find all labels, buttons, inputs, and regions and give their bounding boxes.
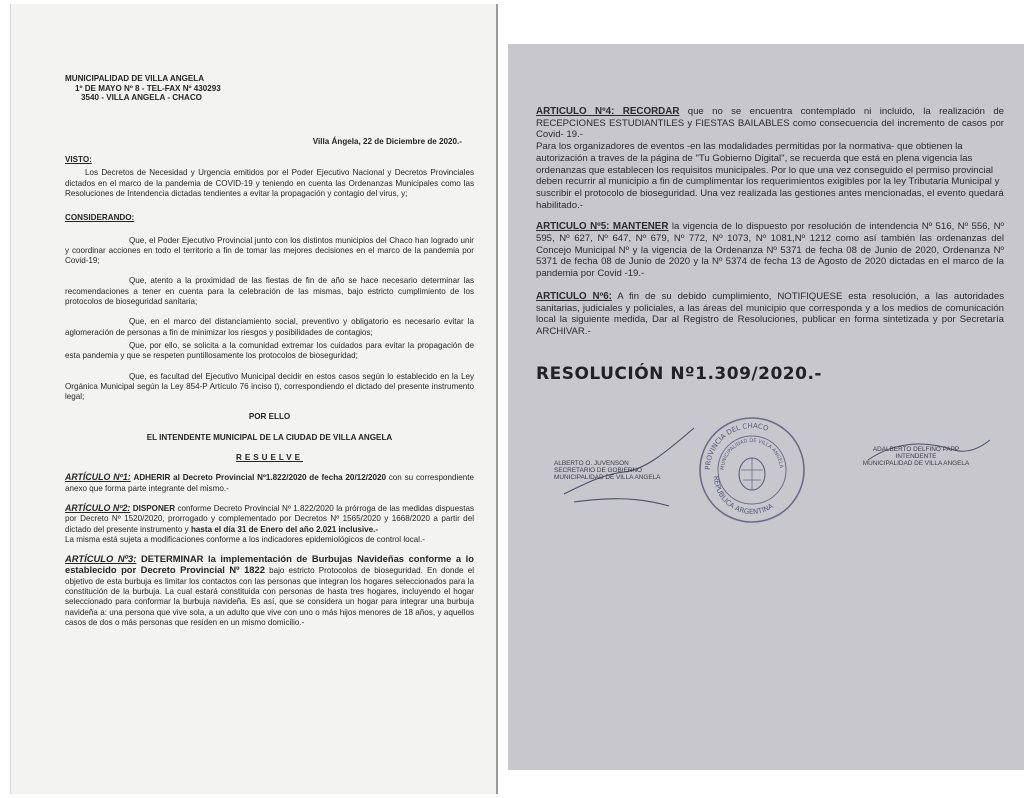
- right-document-page: [508, 44, 1024, 770]
- article-1-text: con su correspondiente anexo que forma parte integrante del mismo.-: [65, 473, 474, 493]
- considerando-heading: CONSIDERANDO:: [65, 213, 135, 223]
- seal-outer-text: PROVINCIA DEL CHACO: [703, 421, 770, 471]
- por-ello-heading: POR ELLO: [248, 412, 291, 422]
- article-3: [65, 554, 474, 628]
- article-5: [536, 221, 1004, 280]
- header-line-2: 1º DE MAYO Nº 8 - TEL-FAX Nº 430293: [75, 83, 221, 93]
- right-signer-org: MUNICIPALIDAD DE VILLA ANGELA: [862, 460, 970, 467]
- resolution-number: RESOLUCIÓN Nº1.309/2020.-: [536, 363, 822, 384]
- article-4-label: ARTICULO Nº4: RECORDAR: [536, 106, 680, 117]
- article-6-text: A fin de su debido cumplimiento, NOTIFIQUESE esta resolución, a las autoridades sanitarias, judiciales y policiales, a las áreas del municipio que corresponda y a los medios de comunicación local la siguiente medida, Dar al Registro de Resoluciones, publicar en forma sintetizada y por Secretaría ARCHIVAR.-: [536, 290, 1004, 337]
- left-signer-name: ALBERTO O. JUVENSON: [554, 460, 629, 467]
- seal-bottom-text: REPUBLICA ARGENTINA: [711, 475, 775, 517]
- right-signer-name: ADALBERTO DELFINO PAPP: [872, 446, 960, 453]
- article-1-label: ARTÍCULO Nº1:: [65, 472, 131, 483]
- article-5-label: ARTICULO Nº5: MANTENER: [536, 221, 669, 233]
- article-2-text: conforme Decreto Provincial Nº 1.822/2020 la prórroga de las medidas dispuestas por Decreto Nº 1520/2020, prorrogado y complementado por Decretos Nº 1565/2020 y 1668/2020 a partir del dictado del presente instrumento y: [65, 503, 474, 534]
- considerando-paragraph-4: Que, por ello, se solicita a la comunidad extremar los cuidados para evitar la propagación de esta pandemia y que se respeten puntillosamente los protocolos de bioseguridad;: [65, 340, 474, 361]
- article-2-bold: DISPONER: [130, 503, 176, 513]
- municipality-header: [65, 74, 474, 103]
- article-4: [536, 106, 1004, 141]
- article-2-deadline: hasta el día 31 de Enero del año 2.021 inclusive.-: [190, 524, 379, 534]
- article-5-text: la vigencia de lo dispuesto por resolución de intendencia Nº 516, Nº 556, Nº 595, Nº 627, Nº 647, Nº 679, Nº 772, Nº 1073, Nº 1081,Nº 1212 como así también las ordenanzas del Concejo Municipal Nº y la vigencia de la Ordenanza Nº 5371 de fecha 08 de Junio de 2020, Ordenanza Nº 5371 de fecha 08 de Junio de 2020 y la Nº 5374 de fecha 13 de Agosto de 2020 dictadas en el marco de la pandemia por Covid -19.-: [536, 221, 1004, 280]
- visto-heading: VISTO:: [65, 155, 92, 165]
- visto-paragraph: Los Decretos de Necesidad y Urgencia emitidos por el Poder Ejecutivo Nacional y Decretos Provinciales dictados en el marco de la pandemia de COVID-19 y teniendo en cuenta las Ordenanzas Municipales como las Resoluciones de Intendencia dictadas tendientes a evitar la propagación y contagio del virus, y;: [65, 168, 474, 198]
- left-signer-org: MUNICIPALIDAD DE VILLA ANGELA: [554, 474, 661, 481]
- article-4-paragraph-2: Para los organizadores de eventos -en las modalidades permitidas por la normativa- que obtienen la autorización a traves de la página de "Tu Gobierno Digital", se recuerda que está en plena vigencia las ordenanzas que establecen los requisitos municipales. Por lo que una vez conseguido el permiso provincial deben recurrir al municipio a fin de cumplimentar los requerimientos exigibles por la ley Tributaria Municipal y suscribir el protocolo de bioseguridad. Una vez realizada las gestiones antes mencionadas, el evento quedará habilitado.-: [536, 141, 1004, 211]
- article-2-label: ARTÍCULO Nº2:: [65, 502, 131, 513]
- article-6-label: ARTICULO Nº6:: [536, 290, 612, 302]
- left-document-page: [10, 4, 498, 794]
- article-3-label: ARTÍCULO Nº3:: [65, 553, 137, 565]
- intendente-heading: EL INTENDENTE MUNICIPAL DE LA CIUDAD DE VILLA ANGELA: [146, 432, 393, 442]
- right-signature-block: [856, 446, 976, 467]
- header-line-1: MUNICIPALIDAD DE VILLA ANGELA: [65, 74, 205, 83]
- considerando-paragraph-2: Que, atento a la proximidad de las fiestas de fin de año se hace necesario determinar las recomendaciones a tener en cuenta para la celebración de las mismas, bajo estricto cumplimiento de los protocolos de bioseguridad sanitaria;: [65, 276, 474, 307]
- article-3-bold: DETERMINAR la implementación de Burbujas Navideñas conforme a lo establecido por Decreto Provincial Nº 1822: [65, 553, 474, 576]
- left-signer-title: SECRETARIO DE GOBIERNO: [554, 467, 642, 474]
- considerando-paragraph-5: Que, es facultad del Ejecutivo Municipal decidir en estos casos según lo establecido en la Ley Orgánica Municipal según la Ley 854-P Artículo 76 inciso t), correspondiendo el dictado del presente instrumento legal;: [65, 371, 474, 402]
- seal-inner-text: MUNICIPALIDAD DE VILLA ANGELA: [719, 437, 784, 471]
- considerando-paragraph-1: Que, el Poder Ejecutivo Provincial junto con los distintos municipios del Chaco han logrado unir y coordinar acciones en todo el territorio a fin de tomar las mejores decisiones en el marco de la pandemia por Covid-19;: [65, 235, 474, 266]
- article-1: [65, 472, 474, 494]
- left-signature-block: [554, 460, 664, 481]
- article-3-text: bajo estricto Protocolos de bioseguridad. En donde el objetivo de esta burbuja es limitar los contactos con las personas que integran los hogares seleccionados para la constitución de la burbuja. La cual estará constituida con personas de hasta tres hogares, incluyendo el hogar seleccionado para conformar la burbuja navideña. Es así, que se considera un hogar para integrar una burbuja navideña a: una persona que vive sola, a un adulto que vive con uno o más hijos menores de 18 años, y aquellos casos de dos o más personas que residen en un mismo domicilio.-: [65, 566, 474, 627]
- resuelve-heading: RESUELVE: [235, 453, 304, 463]
- document-date: Villa Ángela, 22 de Diciembre de 2020.-: [312, 136, 462, 146]
- header-line-3: 3540 - VILLA ANGELA - CHACO: [81, 93, 202, 103]
- considerando-paragraph-3: Que, en el marco del distanciamiento social, preventivo y obligatorio es necesario evitar la aglomeración de personas a fin de minimizar los riesgos y posibilidades de contagios;: [65, 317, 474, 337]
- article-6: [536, 291, 1004, 338]
- article-4-text: que no se encuentra contemplado ni incluido, la realización de RECEPCIONES ESTUDIANTILES y FIESTAS BAILABLES como consecuencia del incremento de casos por Covid- 19.-: [536, 106, 1004, 141]
- article-2-note: La misma está sujeta a modificaciones conforme a los indicadores epidemiológicos de control local.-: [65, 534, 425, 544]
- right-signer-title: INTENDENTE: [895, 453, 937, 460]
- municipal-seal: [696, 414, 808, 526]
- article-2: [65, 503, 474, 535]
- article-1-bold: ADHERIR al Decreto Provincial Nº1.822/2020 de fecha 20/12/2020: [133, 473, 386, 483]
